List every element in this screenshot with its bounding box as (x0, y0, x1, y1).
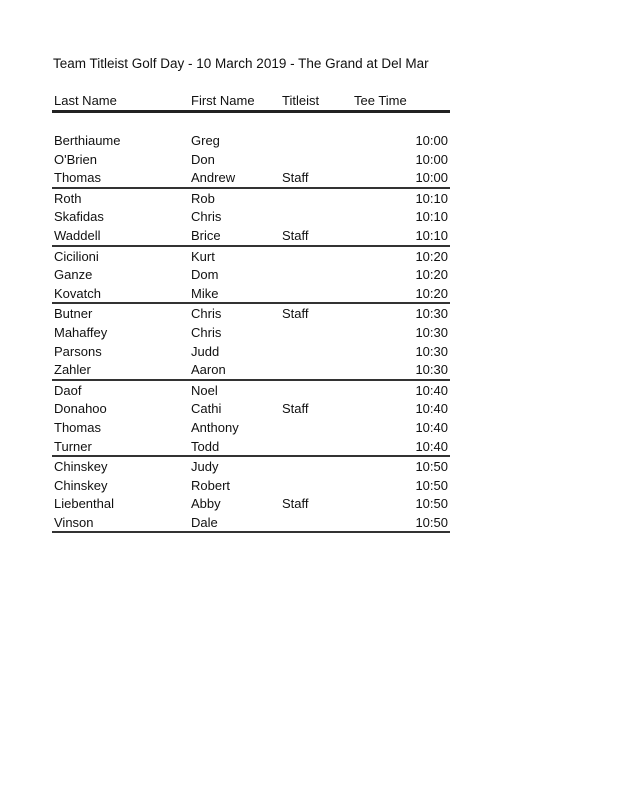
table-row (52, 226, 450, 245)
last-name-cell: Kovatch (54, 285, 101, 301)
table-row (52, 304, 450, 323)
first-name-cell: Don (191, 151, 215, 167)
tee-group (52, 247, 450, 305)
table-row (52, 342, 450, 361)
first-name-cell: Dale (191, 514, 218, 530)
first-name-cell: Dom (191, 267, 219, 283)
last-name-cell: Waddell (54, 227, 101, 243)
last-name-cell: Zahler (54, 362, 91, 378)
table-row (52, 247, 450, 266)
titleist-cell: Staff (282, 401, 309, 417)
table-row (52, 513, 450, 532)
last-name-cell: Daof (54, 382, 82, 398)
last-name-cell: Chinskey (54, 459, 108, 475)
last-name-cell: Thomas (54, 419, 101, 435)
table-row (52, 360, 450, 379)
table-row (52, 323, 450, 342)
column-header-titleist: Titleist (282, 93, 320, 108)
first-name-cell: Greg (191, 133, 220, 148)
tee-time-cell: 10:50 (415, 477, 448, 493)
tee-time-cell: 10:30 (415, 306, 448, 322)
last-name-cell: Chinskey (54, 477, 108, 493)
titleist-cell: Staff (282, 496, 309, 512)
first-name-cell: Chris (191, 209, 222, 225)
tee-time-cell: 10:30 (415, 343, 448, 359)
table-row (52, 284, 450, 303)
table-row (52, 265, 450, 284)
first-name-cell: Judd (191, 343, 220, 359)
column-header-first-name: First Name (191, 93, 255, 108)
tee-time-cell: 10:00 (415, 170, 448, 186)
tee-time-cell: 10:30 (415, 324, 448, 340)
table-row (52, 131, 450, 150)
tee-time-cell: 10:40 (415, 401, 448, 417)
last-name-cell: Mahaffey (54, 324, 108, 340)
tee-group (52, 304, 450, 380)
table-row (52, 418, 450, 437)
last-name-cell: Turner (54, 438, 92, 454)
tee-group (52, 381, 450, 457)
tee-time-cell: 10:10 (415, 227, 448, 243)
column-header-tee-time: Tee Time (354, 93, 407, 108)
first-name-cell: Noel (191, 382, 218, 398)
last-name-cell: Liebenthal (54, 496, 114, 512)
titleist-cell: Staff (282, 170, 309, 186)
tee-time-cell: 10:20 (415, 248, 448, 264)
tee-time-cell: 10:20 (415, 285, 448, 301)
last-name-cell: Roth (54, 190, 82, 206)
last-name-cell: Berthiaume (54, 133, 121, 148)
tee-time-cell: 10:40 (415, 382, 448, 398)
first-name-cell: Rob (191, 190, 215, 206)
tee-group (52, 131, 450, 189)
first-name-cell: Robert (191, 477, 231, 493)
tee-group (52, 457, 450, 533)
last-name-cell: Skafidas (54, 209, 104, 225)
last-name-cell: Cicilioni (54, 248, 99, 264)
first-name-cell: Todd (191, 438, 220, 454)
last-name-cell: O'Brien (54, 151, 97, 167)
table-row (52, 189, 450, 208)
table-header (52, 92, 450, 113)
tee-group (52, 189, 450, 247)
table-row (52, 381, 450, 400)
tee-time-cell: 10:40 (415, 419, 448, 435)
table-row (52, 457, 450, 476)
first-name-cell: Kurt (191, 248, 215, 264)
table-row (52, 437, 450, 456)
tee-time-cell: 10:50 (415, 514, 448, 530)
first-name-cell: Abby (191, 496, 221, 512)
last-name-cell: Vinson (54, 514, 94, 530)
table-row (52, 207, 450, 226)
tee-time-cell: 10:30 (415, 362, 448, 378)
tee-time-cell: 10:50 (415, 459, 448, 475)
last-name-cell: Parsons (54, 343, 102, 359)
table-row (52, 150, 450, 169)
first-name-cell: Cathi (191, 401, 222, 417)
first-name-cell: Mike (191, 285, 219, 301)
tee-time-cell: 10:10 (415, 190, 448, 206)
tee-time-table (52, 92, 450, 533)
table-row (52, 494, 450, 513)
tee-time-cell: 10:50 (415, 496, 448, 512)
tee-time-cell: 10:20 (415, 267, 448, 283)
tee-time-cell: 10:10 (415, 209, 448, 225)
tee-time-cell: 10:40 (415, 438, 448, 454)
table-row (52, 168, 450, 187)
last-name-cell: Thomas (54, 170, 101, 186)
first-name-cell: Chris (191, 306, 222, 322)
table-row (52, 399, 450, 418)
last-name-cell: Donahoo (54, 401, 107, 417)
first-name-cell: Anthony (191, 419, 239, 435)
first-name-cell: Brice (191, 227, 221, 243)
tee-time-cell: 10:00 (415, 151, 448, 167)
last-name-cell: Butner (54, 306, 93, 322)
column-header-last-name: Last Name (54, 93, 117, 108)
titleist-cell: Staff (282, 227, 309, 243)
tee-time-cell: 10:00 (415, 133, 448, 148)
titleist-cell: Staff (282, 306, 309, 322)
first-name-cell: Chris (191, 324, 222, 340)
first-name-cell: Judy (191, 459, 219, 475)
table-body (52, 131, 450, 533)
table-row (52, 476, 450, 495)
page-title: Team Titleist Golf Day - 10 March 2019 - The Grand at Del Mar (53, 56, 429, 71)
first-name-cell: Andrew (191, 170, 236, 186)
first-name-cell: Aaron (191, 362, 226, 378)
last-name-cell: Ganze (54, 267, 93, 283)
